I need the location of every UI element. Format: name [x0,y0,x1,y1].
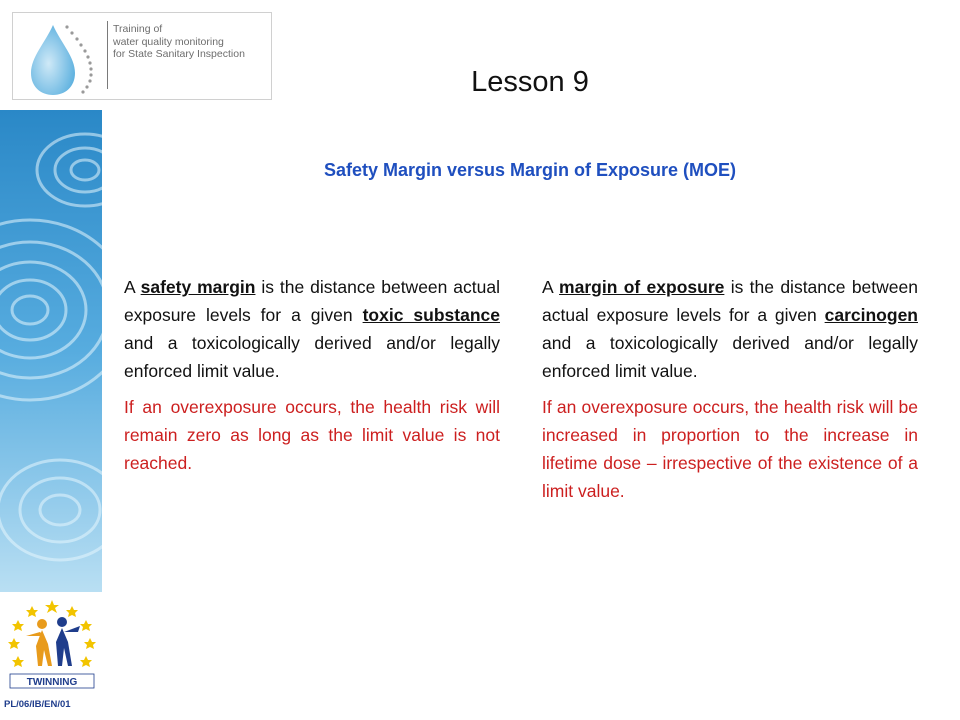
footer-code: PL/06/IB/EN/01 [4,699,71,710]
safety-margin-definition: A safety margin is the distance between actual exposure levels for a given toxic substance and a toxicologically derived and/or legally enforced limit value. [124,277,500,381]
margin-of-exposure-term: margin of exposure [559,277,725,297]
lesson-title: Lesson 9 [471,66,589,98]
safety-margin-term: safety margin [140,277,256,297]
logo-line: for State Sanitary Inspection [113,48,245,60]
carcinogen-term: carcinogen [824,305,918,325]
logo-line: Training of [113,23,163,35]
safety-margin-column [124,273,500,485]
toxic-substance-term: toxic substance [362,305,500,325]
logo-text [113,23,269,61]
slide-subtitle: Safety Margin versus Margin of Exposure (MOE) [323,160,737,180]
safety-margin-risk-note: If an overexposure occurs, the health risk will remain zero as long as the limit value is not reached. [124,397,500,473]
twinning-logo-icon [4,596,100,692]
logo-line: water quality monitoring [113,35,224,48]
twinning-label: TWINNING [26,677,78,688]
water-ripple-strip [0,110,102,592]
margin-of-exposure-column [542,273,918,513]
moe-definition: A margin of exposure is the distance between actual exposure levels for a given carcinogen and a toxicologically derived and/or legally enforced limit value. [542,277,918,381]
moe-risk-note: If an overexposure occurs, the health risk will be increased in proportion to the increase in lifetime dose – irrespective of the existence of a limit value. [542,397,918,501]
